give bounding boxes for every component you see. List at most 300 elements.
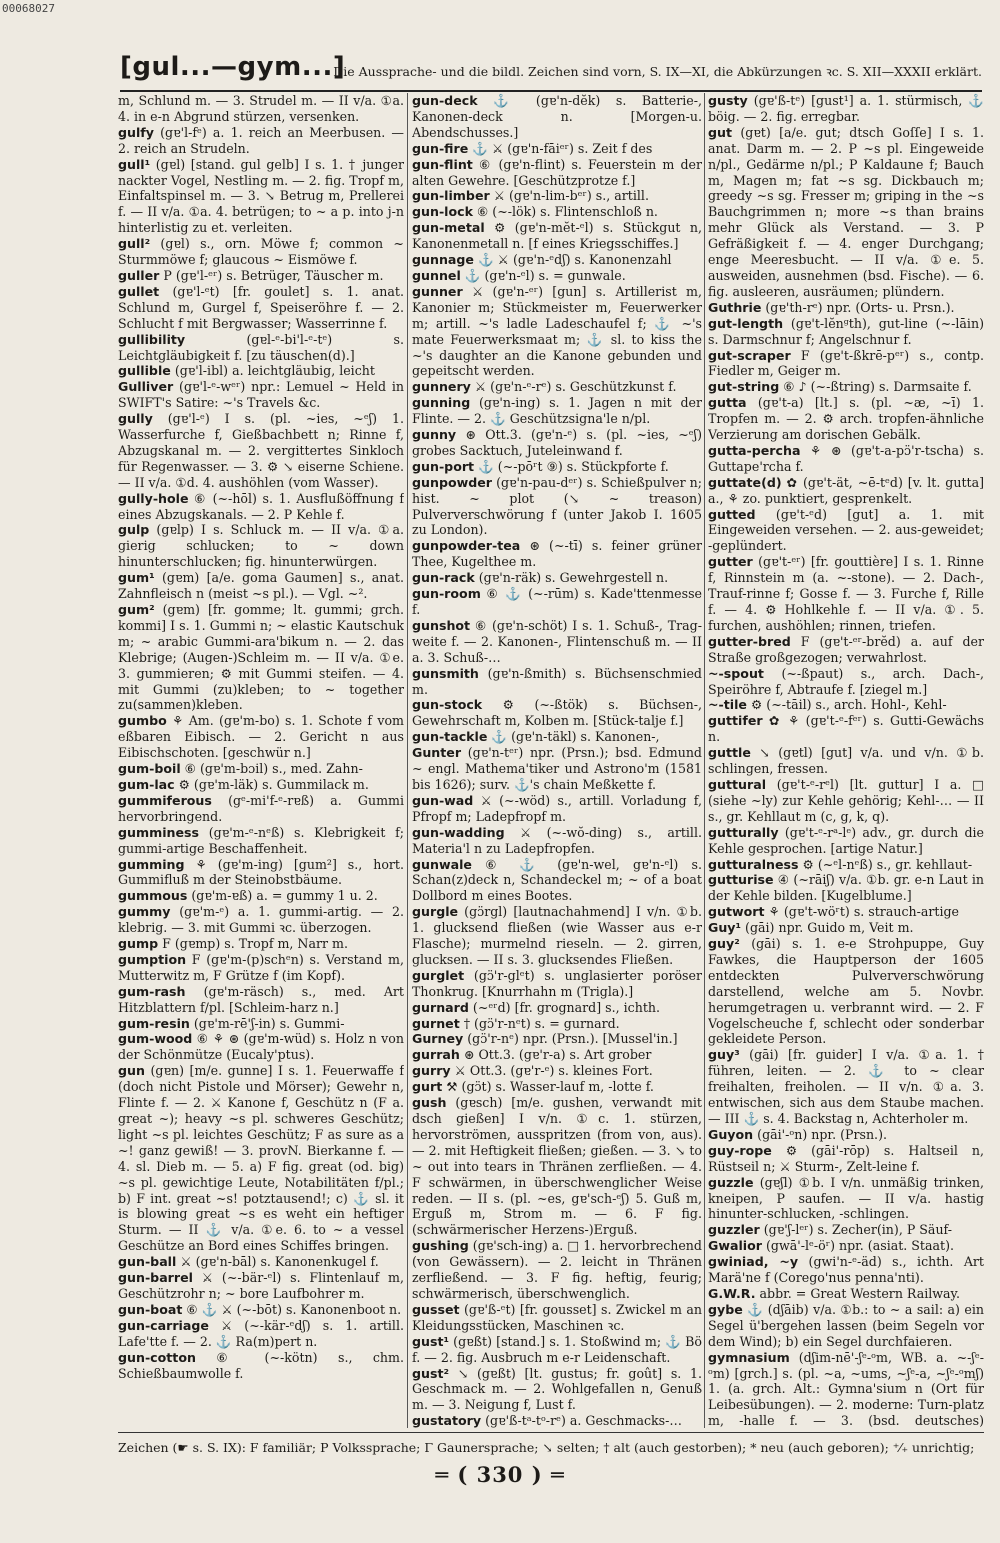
dictionary-entry (412, 93, 702, 141)
entry-definition: (gɐ'l-ᵉ) I s. (pl. ~ies, ~ᵉʃ) 1. Wasserfurche f, Gießbachbett n; Rinne f, Abzugskanal m. — 2. vergittertes Sinkloch für Regenwasser. — 3. ⚙ ↘ eiserne Schiene. — II v/a. ①d. 4. aushöhlen (vom Wasser). (118, 411, 404, 490)
entry-headword: gum² (118, 602, 155, 617)
dictionary-entry (118, 888, 404, 904)
entry-headword: Guthrie (708, 299, 762, 315)
dictionary-entry (412, 188, 702, 204)
dictionary-entry (118, 793, 404, 825)
dictionary-entry (708, 904, 984, 920)
entry-headword: Gulliver (118, 379, 174, 395)
entry-definition: (gɐn) [m/e. gunne] I s. 1. Feuerwaffe f (doch nicht Pistole und Mörser); Gewehr n, Flinte f. — 2. ⚔ Kanone f, Geschütz n (F a. great ~); heavy ~s pl. schweres Geschütz; light ~s pl. leichtes Geschütz; F as sure as a ~! ganz gewiß! — 3. provN. Bierkanne f. — 4. sl. Dieb m. — 5. a) F fig. great (od. big) ~s pl. gewichtige Leute, Notabilitäten f/pl.; b) F int. great ~s! potztausend!; c) ⚓ sl. it is blowing great ~s es weht ein heftiger Sturm. — II ⚓ v/a. ①e. 6. to ~ a vessel Geschütze an Bord eines Schiffes bringen. (118, 1063, 404, 1254)
dictionary-entry (412, 1238, 702, 1302)
entry-headword: gutta (708, 395, 747, 411)
entry-definition: ⑥ ⚓ (~-rūm) s. Kade'ttenmesse f. (412, 586, 702, 617)
entry-definition: ⑥ (gɐ'm-bɔil) s., med. Zahn- (184, 761, 363, 777)
entry-definition: ⚙ (~-tāil) s., arch. Hohl-, Kehl- (751, 697, 947, 713)
entry-definition: P (gɐ'l-ᵉʳ) s. Betrüger, Täuscher m. (163, 267, 384, 283)
entry-headword: gun-room (412, 586, 481, 602)
entry-headword: guttifer (708, 713, 763, 729)
entry-definition: (gɐ't-lĕnᵍth), gut-line (~-lāin) s. Darmschnur f; Angelschnur f. (708, 315, 984, 347)
entry-headword: gun-carriage (118, 1317, 209, 1333)
entry-headword: gunnery (412, 379, 471, 395)
entry-headword: gutter (708, 554, 753, 570)
dictionary-entry (412, 745, 702, 793)
dictionary-entry (118, 825, 404, 857)
entry-headword: gum-wood (118, 1031, 193, 1047)
dictionary-entry (412, 1000, 702, 1016)
dictionary-entry (708, 554, 984, 634)
dictionary-entry (708, 936, 984, 1047)
dictionary-entry (708, 666, 984, 698)
entry-definition: † (gɔ̈'r-nᵉt) s. = gurnard. (463, 1015, 620, 1031)
entry-definition: (gɐl) [stand. gul gelb] I s. 1. † junger nackter Vogel, Nestling m. — 2. fig. Tropf m, Einfaltspinsel m. — 3. ↘ Betrug m, Prellerei f. — II v/a. ①a. 4. betrügen; to ~ a p. into j-n hinterlistig zu et. verleiten. (118, 156, 404, 236)
entry-headword: gum-rash (118, 983, 186, 999)
dictionary-entry (118, 1302, 404, 1318)
entry-headword: gurgle (412, 904, 459, 920)
entry-headword: gutter-bred (708, 633, 791, 649)
entry-headword: gutwort (708, 904, 765, 920)
dictionary-entry (708, 697, 984, 713)
entry-definition: ⑥ ⚓ ⚔ (~-bōt) s. Kanonenboot n. (186, 1301, 402, 1317)
entry-definition: (gɐsch) [m/e. gushen, verwandt mit dsch gießen] I v/n. ①c. 1. stürzen, hervorströmen, ausspritzen (from von, aus). — 2. mit Heftigkeit fließen; gießen. — 3. ↘ to ~ out into tears in Thränen zerfließen. — 4. F schwärmen, in überschwenglicher Weise reden. — II s. (pl. ~es, gɐ'sch-ᵉʃ) 5. Guß m, Erguß m, Strom m. — 6. F fig. (schwärmerischer Herzens-)Erguß. (412, 1095, 702, 1238)
dictionary-entry (412, 1095, 702, 1238)
entry-definition: ⚔ (gɐ'n-lim-bᵉʳ) s., artill. (493, 188, 649, 204)
dictionary-entry (708, 1143, 984, 1175)
entry-definition: (gɔ̈rgl) [lautnachahmend] I v/n. ①b. 1. glucksend fließen (wie Wasser aus e-r Flasche); murmelnd rieseln. — 2. girren, glucksen. — II s. 3. glucksendes Fließen. (412, 904, 702, 967)
entry-definition: m, Schlund m. — 3. Strudel m. — II v/a. ①a. 4. in e-n Abgrund stürzen, versenken. (118, 93, 404, 124)
entry-headword: gurrah (412, 1047, 460, 1063)
dictionary-entry (412, 141, 702, 157)
entry-definition: ⚙ (gɐ'n-mĕt-ᵉl) s. Stückgut n, Kanonenmetall n. [f eines Kriegsschiffes.] (412, 220, 702, 252)
entry-headword: guzzle (708, 1174, 754, 1190)
entry-headword: gurglet (412, 967, 465, 983)
dictionary-entry (118, 1350, 404, 1382)
entry-headword: guller (118, 267, 160, 283)
column-3 (708, 93, 984, 1428)
entry-definition: (gāi) [fr. guider] I v/a. ①a. 1. † führen, leiten. — 2. ⚓ to ~ clear freihalten, freiholen. — II v/n. ①a. 3. entwischen, sich aus dem Staube machen. — III ⚓ s. 4. Backstag n, Achterholer m. (708, 1047, 984, 1126)
entry-headword: gumbo (118, 713, 167, 729)
entry-headword: gulfy (118, 124, 154, 140)
entry-definition: ⑥ (~-hōl) s. 1. Ausflußöffnung f eines Abzugskanals. — 2. P Kehle f. (118, 490, 404, 522)
entry-definition: (gɐßt) [stand.] s. 1. Stoßwind m; ⚓ Bö f. — 2. fig. Ausbruch m e-r Leidenschaft. (412, 1333, 702, 1365)
entry-definition: ⚔ (~-wŏ-ding) s., artill. Materia'l n zu Ladepfropfen. (412, 824, 702, 856)
entry-definition: ⚓ ⚔ (gɐ'n-fāiᵉʳ) s. Zeit f des (472, 140, 653, 156)
entry-definition: (gɐ't-ᵉ-rᵉl) [lt. guttur] I a. □ (siehe ~ly) zur Kehle gehörig; Kehl-… — II s., gr. Kehllaut m (c, g, k, q). (708, 776, 984, 824)
entry-definition: ⚔ (gɐ'n-ᵉ-rᵉ) s. Geschützkunst f. (474, 379, 677, 395)
page-number: ═ ( 330 ) ═ (435, 1462, 565, 1487)
entry-definition: ⑥ ♪ (~-ßtring) s. Darmsaite f. (783, 379, 972, 395)
dictionary-entry (412, 1016, 702, 1032)
entry-headword: gush (412, 1095, 447, 1111)
dictionary-entry (118, 157, 404, 237)
dictionary-entry (708, 475, 984, 507)
dictionary-entry (118, 268, 404, 284)
dictionary-entry (412, 157, 702, 189)
dictionary-entry (118, 761, 404, 777)
entry-definition: ⑥ (gɐ'n-schöt) I s. 1. Schuß-, Trag-weite f. — 2. Kanonen-, Flintenschuß m. — II a. 3. Schuß-… (412, 617, 702, 665)
entry-headword: gull² (118, 236, 151, 252)
entry-headword: gunny (412, 427, 457, 443)
dictionary-entry (412, 204, 702, 220)
entry-definition: ⊛ (~-tī) s. feiner grüner Thee, Kugelthee m. (412, 538, 702, 570)
header-note: Die Aussprache- und die bildl. Zeichen sind vorn, S. IX—XI, die Abkürzungen ꝛc. S. XII—XXXII erklärt. (333, 64, 982, 79)
dictionary-entry (708, 1350, 984, 1428)
entry-definition: ⚔ (~-wöd) s., artill. Vorladung f, Pfropf m; Ladepfropf m. (412, 792, 702, 824)
entry-definition: (gɐ't-ᵉ-rᵃ-lᵉ) adv., gr. durch die Kehle gesprochen. [artige Natur.] (708, 824, 984, 856)
entry-headword: gun-tackle (412, 729, 488, 745)
entry-headword: gut-scraper (708, 347, 791, 363)
entry-headword: guttate(d) (708, 474, 782, 490)
entry-headword: guttural (708, 776, 767, 792)
entry-definition: ⚙ (~-ßtök) s. Büchsen-, Gewehrschaft m, Kolben m. [Stück-talje f.] (412, 697, 702, 729)
dictionary-entry (118, 936, 404, 952)
entry-headword: gun-rack (412, 570, 475, 586)
entry-headword: gun-wadding (412, 824, 505, 840)
dictionary-entry (708, 1175, 984, 1223)
entry-definition: ⚓ (gɐ'n-dĕk) s. Batterie-, Kanonen-deck n. [Morgen-u. Abendschusses.] (412, 93, 702, 140)
dictionary-entry (412, 570, 702, 586)
entry-headword: gutturise (708, 872, 774, 888)
entry-headword: gusty (708, 93, 748, 108)
entry-definition: (gɔ̈'r-glᵉt) s. unglasierter poröser Thonkrug. [Knurrhahn m (Trigla).] (412, 967, 702, 999)
entry-headword: gun-boat (118, 1301, 183, 1317)
dictionary-entry (412, 618, 702, 666)
entry-definition: F (gɐ't-ßkrē-pᵉʳ) s., contp. Fiedler m, Geiger m. (708, 347, 984, 379)
scan-id: 00068027 (2, 2, 55, 15)
entry-headword: gwiniad, ~y (708, 1254, 799, 1270)
entry-headword: gullibility (118, 331, 186, 347)
dictionary-entry (708, 1302, 984, 1350)
entry-headword: gunnel (412, 267, 461, 283)
entry-definition: (gɐ'ß-ᵉt) [fr. gousset] s. Zwickel m an Kleidungsstücken, Maschinen ꝛc. (412, 1301, 702, 1333)
dictionary-entry (412, 666, 702, 698)
entry-headword: gurnard (412, 999, 469, 1015)
dictionary-entry (708, 1222, 984, 1238)
dictionary-entry (118, 713, 404, 761)
entry-definition: (gwi'n-ᵉ-äd) s., ichth. Art Marä'ne f (Corego'nus penna'nti). (708, 1254, 984, 1286)
entry-headword: gum-resin (118, 1015, 190, 1031)
dictionary-entry (412, 268, 702, 284)
entry-headword: gut (708, 124, 733, 140)
entry-headword: Guyon (708, 1126, 754, 1142)
dictionary-entry (708, 872, 984, 904)
entry-headword: gunning (412, 395, 471, 411)
entry-headword: gutturally (708, 824, 779, 840)
entry-headword: gullet (118, 283, 160, 299)
dictionary-entry (412, 475, 702, 539)
entry-definition: (~-ßpaut) s., arch. Dach-, Speiröhre f, Abtraufe f. [ziegel m.] (708, 665, 984, 697)
dictionary-entry (412, 1413, 702, 1428)
entry-definition: ⑥ ⚘ ⊛ (gɐ'm-wüd) s. Holz n von der Schönmütze (Eucaly'ptus). (118, 1031, 404, 1063)
column-rule (704, 93, 705, 1428)
dictionary-entry (412, 1302, 702, 1334)
dictionary-entry (118, 332, 404, 364)
entry-headword: ~-tile (708, 697, 747, 713)
entry-headword: ~-spout (708, 665, 764, 681)
entry-headword: G.W.R. (708, 1285, 756, 1301)
dictionary-entry (708, 443, 984, 475)
entry-definition: (gɐ'm-räsch) s., med. Art Hitzblattern f/pl. [Schleim-harz n.] (118, 983, 404, 1015)
dictionary-entry (118, 952, 404, 984)
footer-rule (118, 1432, 984, 1433)
dictionary-entry (118, 1254, 404, 1270)
entry-definition: (gɐ'm-ᵉ) a. 1. gummi-artig. — 2. klebrig. — 3. mit Gummi ꝛc. überzogen. (118, 904, 404, 936)
dictionary-entry (412, 1079, 702, 1095)
entry-definition: ⚘ (gɐ'm-ing) [gum²] s., hort. Gummifluß m der Steinobstbäume. (118, 856, 404, 888)
entry-headword: gun-lock (412, 204, 473, 220)
entry-definition: ⚒ (gɔ̈t) s. Wasser-lauf m, -lotte f. (446, 1079, 654, 1095)
entry-headword: gunshot (412, 617, 471, 633)
dictionary-entry (708, 1047, 984, 1127)
entry-headword: gun-barrel (118, 1270, 193, 1286)
entry-definition: (gɐ'm-ᵉ-nᵉß) s. Klebrigkeit f; gummi-artige Beschaffenheit. (118, 824, 404, 856)
entry-definition: ⚘ (gɐ't-wöʳt) s. strauch-artige (768, 904, 959, 920)
dictionary-entry (708, 713, 984, 745)
entry-definition: F (gɐ'm-(p)schᵉn) s. Verstand m, Mutterwitz m, F Grütze f (im Kopf). (118, 951, 404, 983)
entry-definition: ⚔ (~-kär-ᵉdʃ) s. 1. artill. Lafe'tte f. — 2. ⚓ Ra(m)pert n. (118, 1317, 404, 1349)
entry-definition: ⚔ (gɐ'n-ᵉʳ) [gun] s. Artillerist m, Kanonier m; Stückmeister m, Feuerwerker m; artill. ~'s ladle Ladeschaufel f; ⚓ ~'s mate Feuerwerksmaat m; ⚓ sl. to kiss the ~'s daughter an die Kanone gebunden und gepeitscht werden. (412, 283, 702, 379)
entry-definition: (gɐ'th-rᵉ) npr. (Orts- u. Prsn.). (765, 299, 955, 315)
entry-definition: ⚓ (dʃāib) v/a. ①b.: to ~ a sail: a) ein Segel ü'bergehen lassen (beim Segeln vor dem Wind); b) ein Segel durchfaieren. (708, 1301, 984, 1349)
entry-headword: gutted (708, 506, 756, 522)
entry-definition: ⚓ (gɐ'n-täkl) s. Kanonen-, (491, 729, 660, 745)
entry-definition: (gɐ'm-rē'ʃ-in) s. Gummi- (193, 1015, 345, 1031)
entry-headword: gum-lac (118, 776, 175, 792)
entry-headword: gully (118, 411, 153, 427)
dictionary-entry (118, 236, 404, 268)
entry-headword: gumption (118, 951, 187, 967)
entry-headword: gum-boil (118, 761, 181, 777)
entry-headword: gust¹ (412, 1333, 450, 1349)
dictionary-entry (412, 857, 702, 905)
entry-headword: gunpowder (412, 474, 493, 490)
column-rule (407, 93, 408, 1428)
dictionary-entry (708, 1238, 984, 1254)
entry-definition: ✿ ⚘ (gɐ't-ᵉ-fᵉʳ) s. Gutti-Gewächs n. (708, 713, 984, 745)
entry-headword: guy³ (708, 1047, 740, 1063)
dictionary-entry (708, 316, 984, 348)
entry-definition: (gāi) s. 1. e-e Strohpuppe, Guy Fawkes, die Hauptperson der 1605 entdeckten Pulververschwörung darstellend, welche am 5. Novbr. herumgetragen u. verbrannt wird. — 2. F Vogelscheuche f, schlecht oder sonderbar gekleidete Person. (708, 936, 984, 1047)
column-1 (118, 93, 404, 1428)
page-header (120, 50, 982, 92)
entry-headword: gust² (412, 1365, 450, 1381)
entry-definition: ⑥ (~-lök) s. Flintenschloß n. (477, 204, 658, 220)
entry-definition: ⚔ (~-bär-ᵉl) s. Flintenlauf m, Geschützrohr n; ~ bore Laufbohrer m. (118, 1270, 404, 1301)
entry-headword: gulp (118, 522, 150, 538)
dictionary-entry (708, 1286, 984, 1302)
entry-definition: F (gɐmp) s. Tropf m, Narr m. (162, 936, 348, 952)
entry-headword: gum¹ (118, 570, 155, 586)
entry-definition: ⚙ (gɐ'm-läk) s. Gummilack m. (178, 776, 369, 792)
entry-headword: guttle (708, 745, 751, 761)
entry-headword: Gwalior (708, 1238, 762, 1254)
entry-headword: gutturalness (708, 856, 799, 872)
entry-definition: (gɐ'n-ßmith) s. Büchsenschmied m. (412, 665, 702, 697)
dictionary-entry (708, 125, 984, 300)
entry-headword: Guy¹ (708, 920, 742, 936)
dictionary-entry (412, 427, 702, 459)
dictionary-entry (708, 93, 984, 125)
dictionary-entry (412, 1334, 702, 1366)
entry-definition: (gɐ'n-tᵉʳ) npr. (Prsn.); bsd. Edmund ~ engl. Mathema'tiker und Astrono'm (1581 bis 1626); surv. ⚓'s chain Meßkette f. (412, 745, 702, 792)
entry-definition: (gɐ'm-ɐß) a. = gummy 1 u. 2. (191, 888, 378, 904)
dictionary-entry (118, 570, 404, 602)
entry-definition: ⚔ Ott.3. (gɐ'r-ᵉ) s. kleines Fort. (454, 1063, 653, 1079)
entry-definition: (gɐ'l-ᵉt) [fr. goulet] s. 1. anat. Schlund m, Gurgel f, Speiseröhre f. — 2. Schlucht f mit Bergwasser; Wasserrinne f. (118, 283, 404, 331)
dictionary-entry (708, 920, 984, 936)
entry-headword: gun-stock (412, 697, 483, 713)
header-range: [gul...—gym...] (120, 52, 346, 82)
entry-headword: gumming (118, 856, 185, 872)
dictionary-entry (412, 1063, 702, 1079)
entry-definition: ⊛ Ott.3. (gɐ'r-a) s. Art grober (463, 1047, 652, 1063)
entry-headword: gummous (118, 888, 188, 904)
dictionary-entry (118, 1270, 404, 1302)
dictionary-entry (412, 252, 702, 268)
entry-definition: (~ᵉʳd) [fr. grognard] s., ichth. (472, 999, 660, 1015)
entry-headword: gun (118, 1063, 145, 1079)
entry-definition: ⚘ ⊛ (gɐ't-a-pɔ̈'r-tscha) s. Guttape'rcha f. (708, 442, 984, 474)
dictionary-entry (708, 348, 984, 380)
entry-headword: Gurney (412, 1031, 464, 1047)
entry-definition: (gɐ'n-räk) s. Gewehrgestell n. (478, 570, 669, 586)
dictionary-entry (118, 363, 404, 379)
entry-definition: (gɐ'n-ing) s. 1. Jagen n mit der Flinte. — 2. ⚓ Geschützsigna'le n/pl. (412, 395, 702, 427)
dictionary-entry (412, 220, 702, 252)
entry-definition: ⚙ (gāi'-rōp) s. Haltseil n, Rüstseil n; ⚔ Sturm-, Zelt-leine f. (708, 1142, 984, 1174)
dictionary-entry (412, 1366, 702, 1414)
entry-definition: ⑥ (~-kötn) s., chm. Schießbaumwolle f. (118, 1349, 404, 1381)
dictionary-entry (708, 300, 984, 316)
dictionary-entry (118, 522, 404, 570)
dictionary-entry (118, 491, 404, 523)
entry-headword: guzzler (708, 1222, 760, 1238)
entry-headword: gun-cotton (118, 1349, 196, 1365)
dictionary-entry (118, 777, 404, 793)
dictionary-entry (412, 538, 702, 570)
entry-headword: gully-hole (118, 490, 189, 506)
dictionary-entry (412, 904, 702, 968)
entry-headword: gun-ball (118, 1254, 177, 1270)
entry-definition: abbr. = Great Western Railway. (759, 1285, 960, 1301)
entry-definition: ⚓ (~-pōʳt ⑨) s. Stückpforte f. (478, 458, 669, 474)
entry-headword: gullible (118, 363, 171, 379)
dictionary-entry (708, 1127, 984, 1143)
entry-definition: ④ (~rāiʃ) v/a. ①b. gr. e-n Laut in der Kehle bilden. [Kugelblume.] (708, 872, 984, 904)
dictionary-entry (708, 379, 984, 395)
entry-definition: F (gɐ't-ᵉʳ-brĕd) a. auf der Straße großgezogen; verwahrlost. (708, 633, 984, 665)
entry-headword: guy-rope (708, 1142, 772, 1158)
dictionary-entry (412, 793, 702, 825)
entry-definition: (gɐ'l-ᵉ-wᵉʳ) npr.: Lemuel ~ Held in SWIFT's Satire: ~'s Travels &c. (118, 379, 404, 411)
entry-headword: gurnet (412, 1015, 460, 1031)
entry-headword: gun-metal (412, 220, 485, 236)
entry-definition: (gāi'-ᵒn) npr. (Prsn.). (757, 1126, 887, 1142)
entry-headword: gustatory (412, 1413, 482, 1428)
dictionary-entry (118, 1031, 404, 1063)
entry-definition: ⚓ (gɐ'n-ᵉl) s. = gunwale. (464, 267, 626, 283)
dictionary-entry (708, 395, 984, 443)
entry-definition: (gɐ'ß-tᵉ) [gust¹] a. 1. stürmisch, ⚓ böig. — 2. fig. erregbar. (708, 93, 984, 124)
dictionary-entry (118, 93, 404, 125)
symbol-legend: Zeichen (☛ s. S. IX): F familiär; P Volkssprache; Γ Gaunersprache; ↘ selten; † alt (auch gestorben); * neu (auch geboren); ⁺⁄₊ unrichtig; (118, 1440, 975, 1455)
entry-headword: gun-port (412, 458, 475, 474)
dictionary-entry (118, 904, 404, 936)
entry-definition: ⑥ ⚓ (gɐ'n-wel, gɐ'n-ᵉl) s. Schan(z)deck n, Schandeckel m; ~ of a boat Dollbord m eines Bootes. (412, 856, 702, 904)
entry-headword: gunpowder-tea (412, 538, 521, 554)
entry-definition: (gɐʃl) ①b. I v/n. unmäßig trinken, kneipen, P saufen. — II v/a. hastig hinunter-schlucken, -schlingen. (708, 1174, 984, 1222)
dictionary-entry (708, 507, 984, 555)
dictionary-entry (708, 745, 984, 777)
entry-definition: ⚘ Am. (gɐ'm-bo) s. 1. Schote f vom eßbaren Eibisch. — 2. Gericht n aus Eibischschoten. [geschwür n.] (118, 713, 404, 761)
dictionary-entry (118, 602, 404, 713)
entry-definition: (gɐ't-a) [lt.] s. (pl. ~æ, ~ī) 1. Tropfen m. — 2. ⚙ arch. tropfen-ähnliche Verzierung am dorischen Gebälk. (708, 395, 984, 443)
entry-headword: guy² (708, 936, 740, 952)
entry-definition: (gɔ̈'r-nᵉ) npr. (Prsn.). [Mussel'in.] (467, 1031, 678, 1047)
dictionary-entry (708, 825, 984, 857)
entry-definition: (gɐl) s., orn. Möwe f; common ~ Sturmmöwe f; glaucous ~ Eismöwe f. (118, 236, 404, 268)
entry-headword: gunsmith (412, 665, 479, 681)
dictionary-entry (412, 379, 702, 395)
entry-definition: (gᵉ-mi'f-ᵉ-rɐß) a. Gummi hervorbringend. (118, 792, 404, 824)
dictionary-entry (412, 586, 702, 618)
entry-headword: gunnage (412, 252, 474, 268)
entry-headword: gutta-percha (708, 442, 801, 458)
entry-definition: ↘ (gɐtl) [gut] v/a. und v/n. ①b. schlingen, fressen. (708, 745, 984, 777)
entry-definition: (gɐm) [fr. gomme; lt. gummi; grch. kommi] I s. 1. Gummi n; ~ elastic Kautschuk m; ~ arabic Gummi-ara'bikum n. — 2. das Klebrige; (Augen-)Schleim m. — II v/a. ①e. 3. gummieren; ⚙ mit Gummi steifen. — 4. mit Gummi (zu)kleben; to ~ together zu(sammen)kleben. (118, 602, 404, 713)
entry-definition: ✿ (gɐ't-ät, ~ē-tᵉd) [v. lt. gutta] a., ⚘ zo. punktiert, gesprenkelt. (708, 474, 984, 506)
entry-definition: ⚓ ⚔ (gɐ'n-ᵉdʃ) s. Kanonenzahl (477, 252, 672, 268)
dictionary-entry (118, 284, 404, 332)
entry-definition: (gɐ'ʃ-lᵉʳ) s. Zecher(in), P Säuf- (763, 1222, 953, 1238)
entry-headword: gun-flint (412, 156, 473, 172)
entry-definition: (gɐlp) I s. Schluck m. — II v/a. ①a. gierig schlucken; to ~ down hinunterschlucken; fig. hinunterwürgen. (118, 522, 404, 570)
entry-headword: gun-deck (412, 93, 478, 108)
entry-headword: gut-string (708, 379, 780, 395)
entry-headword: gushing (412, 1238, 469, 1254)
dictionary-entry (708, 634, 984, 666)
entry-definition: (gɐ'l-ibl) a. leichtgläubig, leicht (174, 363, 375, 379)
entry-definition: ↘ (gɐßt) [lt. gustus; fr. goût] s. 1. Geschmack m. — 2. Wohlgefallen n, Genuß m. — 3. Neigung f, Lust f. (412, 1365, 702, 1413)
entry-definition: (gɐ'n-pau-dᵉʳ) s. Schießpulver n; hist. ~ plot (↘ ~ treason) Pulververschwörung f (unter Jakob I. 1605 zu London). (412, 474, 702, 538)
entry-headword: gusset (412, 1301, 460, 1317)
dictionary-entry (708, 1254, 984, 1286)
dictionary-entry (118, 1016, 404, 1032)
entry-headword: Gunter (412, 745, 462, 761)
entry-definition: (gɐ't-ᵉd) [gut] a. 1. mit Eingeweiden versehen. — 2. aus-geweidet; -geplündert. (708, 506, 984, 554)
entry-headword: gybe (708, 1301, 743, 1317)
entry-definition: (gɐm) [a/e. goma Gaumen] s., anat. Zahnfleisch n (meist ~s pl.). — Vgl. ~². (118, 570, 404, 602)
dictionary-entry (118, 411, 404, 491)
entry-headword: gump (118, 936, 159, 952)
entry-definition: (gɐl-ᵉ-bi'l-ᵉ-tᵉ) s. Leichtgläubigkeit f. [zu täuschen(d).] (118, 331, 404, 363)
dictionary-entry (118, 125, 404, 157)
entry-definition: (gɐ'l-fᵉ) a. 1. reich an Meerbusen. — 2. reich an Strudeln. (118, 124, 404, 156)
entry-headword: gun-limber (412, 188, 490, 204)
entry-definition: (dʃim-nē'-ʃᵉ-ᵒm, WB. a. ~-ʃᵉ-ᵒm) [grch.] s. (pl. ~a, ~ums, ~ʃᵉ-a, ~ʃᵉ-ᵒmʃ) 1. (a. grch. Alt.: Gymna'sium n (Ort für Leibesübungen). — 2. moderne: Turn-platz m, -halle f. — 3. (bsd. deutsches) (708, 1349, 984, 1428)
dictionary-entry (118, 379, 404, 411)
dictionary-entry (412, 968, 702, 1000)
dictionary-entry (708, 857, 984, 873)
entry-headword: gummy (118, 904, 171, 920)
entry-definition: ⚔ (gɐ'n-bāl) s. Kanonenkugel f. (180, 1254, 379, 1270)
dictionary-entry (412, 1031, 702, 1047)
dictionary-entry (412, 729, 702, 745)
entry-headword: gut-length (708, 315, 784, 331)
dictionary-entry (412, 825, 702, 857)
entry-definition: ⚙ (~ᵉl-nᵉß) s., gr. kehllaut- (802, 856, 973, 872)
column-2 (412, 93, 702, 1428)
dictionary-entry (118, 857, 404, 889)
entry-definition: (gɐt) [a/e. gut; dtsch Goſſe] I s. 1. anat. Darm m. — 2. P ~s pl. Eingeweide n/pl., Gedärme n/pl.; P Kaldaune f; Bauch m, Magen m; fat ~s sg. Dickbauch m; greedy ~s sg. Fresser m; griping in the ~s Bauchgrimmen n; more ~s than brains mehr Glück als Verstand. — 3. P Gefräßigkeit f. — 4. enger Durchgang; enge Meeresbucht. — II v/a. ①e. 5. ausweiden, ausnehmen (bsd. Fische). — 6. fig. ausleeren, ausräumen; plündern. (708, 124, 984, 299)
